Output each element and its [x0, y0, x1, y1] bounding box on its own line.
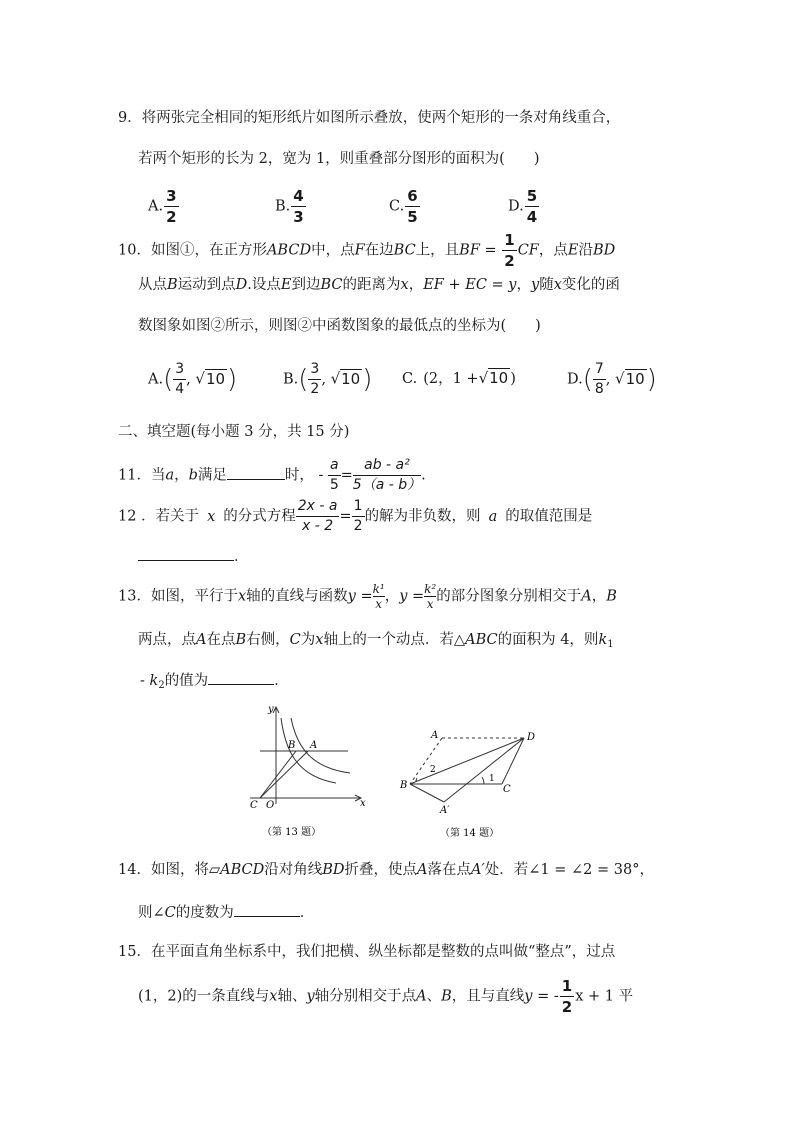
q9-text-1: 将两张完全相同的矩形纸片如图所示叠放，使两个矩形的一条对角线重合，: [141, 110, 621, 126]
numerator: 3: [166, 187, 177, 205]
var: A: [416, 988, 427, 1005]
label-c: C: [503, 784, 511, 795]
paren-close: ): [646, 364, 657, 395]
text: 沿: [578, 242, 593, 259]
text: ，且与直线: [451, 988, 525, 1005]
paren-open: (: [582, 364, 593, 395]
q10-number: 10．: [118, 242, 151, 259]
period: ．: [299, 905, 315, 921]
q12-number: 12: [118, 508, 137, 525]
q10-line1: [118, 230, 615, 271]
sqrt: √10: [195, 369, 226, 388]
numerator: 4: [293, 187, 304, 205]
text: 的解为非负数，则: [364, 508, 481, 525]
var: E: [567, 242, 579, 259]
radicand: 10: [205, 369, 226, 388]
comma: ，: [384, 588, 400, 605]
segment-ca: [260, 751, 308, 798]
var: y: [530, 277, 540, 293]
q12-line2: [138, 546, 249, 567]
text: (1，2)的一条直线与: [138, 988, 270, 1005]
paren-open: (: [163, 364, 174, 395]
numerator: 1: [352, 497, 365, 517]
q13-number: 13．: [118, 588, 151, 605]
paren-close: ): [227, 364, 238, 395]
var: C: [289, 632, 301, 648]
q10-option-d: [567, 360, 657, 399]
curve-k2: [291, 718, 350, 773]
q9-option-a: [148, 186, 180, 227]
option-label: C.: [402, 371, 418, 387]
var: k: [149, 673, 159, 689]
fraction: [560, 976, 574, 1017]
numerator: 3: [173, 360, 186, 380]
denominator: 3: [293, 208, 304, 226]
label-angle-2: 2: [430, 765, 436, 775]
q14-line2: [138, 902, 314, 923]
radicand: 10: [489, 369, 509, 387]
var: x: [553, 277, 562, 293]
segment-cb: [260, 751, 296, 798]
option-text: (2，1 +: [423, 371, 479, 387]
text: 如图①，在正方形: [150, 242, 267, 259]
numerator: ab - a²: [353, 456, 421, 476]
option-fraction: [525, 186, 539, 227]
text: 如图，将▱: [150, 862, 221, 878]
option-fraction: [405, 186, 419, 227]
text: 的距离为: [342, 277, 401, 293]
option-fraction: [291, 186, 305, 227]
fraction: [373, 582, 385, 611]
text: 处．若∠1 = ∠2 = 38°，: [484, 862, 654, 878]
var: BF: [459, 242, 480, 259]
var: A: [581, 588, 592, 605]
text: 满足: [197, 467, 227, 484]
text: 上，且: [415, 242, 460, 259]
var: F: [354, 242, 365, 259]
denominator: 2: [504, 252, 515, 270]
sqrt: √10: [615, 369, 645, 388]
q13-line1: [118, 582, 617, 611]
text: ，: [174, 467, 189, 484]
text: 右侧，: [246, 632, 290, 648]
q10-line2: [138, 275, 620, 295]
option-fraction: [593, 360, 606, 399]
answer-blank[interactable]: [138, 546, 234, 561]
var: E: [280, 277, 292, 293]
comma: ,: [605, 371, 611, 388]
var: y =: [399, 588, 425, 605]
denominator: x: [375, 597, 383, 611]
text: 的取值范围是: [505, 508, 593, 525]
period: ．: [234, 549, 249, 565]
answer-blank[interactable]: [234, 902, 300, 917]
label-c: C: [250, 800, 258, 811]
text: 的分式方程: [223, 508, 296, 525]
figure-14-caption: （第 14 题）: [440, 828, 500, 839]
var: A′: [471, 862, 485, 878]
option-label: D.: [567, 371, 583, 388]
label-d: D: [527, 732, 536, 743]
q13-line2: [138, 630, 614, 655]
text: 为: [300, 632, 316, 648]
var: x: [315, 632, 324, 648]
text: 在点: [206, 632, 236, 648]
text: 当: [150, 467, 166, 484]
text: ，: [516, 277, 531, 293]
figure-13-caption: （第 13 题）: [262, 827, 322, 838]
var: y: [306, 988, 315, 1005]
var: b: [188, 467, 198, 484]
var: x: [207, 508, 216, 525]
comma: ,: [321, 371, 326, 388]
text: ，: [591, 588, 607, 605]
text: 变化的函: [561, 277, 620, 293]
text: x + 1 平: [575, 988, 634, 1005]
text: 如图，平行于: [150, 588, 238, 605]
q10-line3: 数图象如图②所示，则图②中函数图象的最低点的坐标为( ): [138, 318, 541, 334]
text: 从点: [138, 277, 167, 293]
numerator: a: [328, 456, 341, 476]
var: EF + EC = y: [423, 277, 517, 293]
denominator: 2: [310, 381, 320, 397]
equals: =: [484, 242, 497, 259]
var: a: [165, 467, 175, 484]
var: BC: [393, 242, 416, 259]
label-a-prime: A′: [440, 805, 450, 816]
option-label: A.: [148, 198, 164, 215]
numerator: 2x - a: [296, 497, 340, 517]
numerator: 6: [407, 187, 418, 205]
numerator: 7: [593, 360, 606, 380]
text: ，: [408, 277, 424, 293]
numerator: 3: [308, 360, 321, 380]
subscript: 2: [158, 680, 165, 691]
label-x: x: [360, 798, 366, 809]
answer-blank[interactable]: [227, 465, 285, 480]
angle-1-arc: [482, 777, 484, 784]
segment-a-prime-d: [444, 738, 524, 802]
option-fraction: [173, 360, 186, 399]
period: .: [421, 467, 426, 484]
q9-option-d: [508, 186, 540, 227]
option-label: D.: [508, 198, 524, 215]
segment-cd: [502, 738, 524, 784]
q15-number: 15．: [118, 944, 151, 960]
text: 时，: [284, 467, 314, 484]
q10-option-a: [148, 360, 237, 399]
text: 两点，点: [138, 632, 196, 648]
fraction: [502, 230, 516, 271]
option-label: B.: [283, 371, 299, 388]
denominator: 5: [329, 477, 339, 493]
option-text: ): [510, 371, 516, 387]
comma: ,: [186, 371, 191, 388]
numerator: k¹: [372, 582, 385, 596]
var: A: [196, 632, 207, 648]
subscript: 1: [607, 639, 614, 650]
q9-number: 9．: [118, 110, 142, 126]
var: y =: [347, 588, 373, 605]
denominator: x - 2: [302, 518, 334, 534]
denominator: x: [426, 597, 434, 611]
period: ．: [274, 673, 289, 689]
text: 轴上的一个动点．若△: [323, 632, 466, 648]
radicand: 10: [341, 369, 361, 388]
fraction: [352, 497, 365, 536]
denominator: 2: [561, 998, 573, 1016]
label-b: B: [288, 740, 296, 751]
fraction: [424, 582, 436, 611]
denominator: 5: [407, 208, 418, 226]
option-label: C.: [389, 198, 405, 215]
option-fraction: [308, 360, 321, 399]
label-y: y: [268, 704, 274, 715]
var: B: [606, 588, 617, 605]
text: 轴的直线与函数: [246, 588, 348, 605]
paren-open: (: [298, 364, 309, 395]
denominator: 5（a - b）: [352, 477, 422, 493]
label-b: B: [400, 780, 408, 791]
text: 的面积为 4，则: [497, 632, 599, 648]
var: ABCD: [266, 242, 312, 259]
var: y = -: [524, 988, 559, 1005]
var: ABC: [465, 632, 498, 648]
q9-option-c: [389, 186, 421, 227]
segment-ba-prime: [410, 784, 444, 802]
text: 的值为: [164, 673, 209, 689]
text: 沿对角线: [264, 862, 323, 878]
q9-option-b: [275, 186, 307, 227]
paren-close: ): [362, 364, 373, 395]
numerator: k²: [424, 582, 437, 596]
q10-option-b: [283, 360, 372, 399]
var: BD: [592, 242, 616, 259]
var: CF: [517, 242, 539, 259]
figure-14: [396, 726, 546, 846]
q14-number: 14．: [118, 862, 151, 878]
var: a: [488, 508, 498, 525]
var: C: [164, 905, 176, 921]
numerator: 1: [561, 977, 573, 995]
q12-line1: [118, 497, 592, 536]
figure-13: [240, 698, 380, 846]
text: 的部分图象分别相交于: [436, 588, 582, 605]
var: k: [598, 632, 608, 648]
text: 落在点: [427, 862, 471, 878]
equals: =: [339, 508, 352, 525]
var: B: [235, 632, 247, 648]
label-a: A: [431, 730, 439, 741]
q11-number: 11．: [118, 467, 151, 484]
text: 轴、: [277, 988, 307, 1005]
denominator: 2: [166, 208, 177, 226]
text: 随: [539, 277, 554, 293]
label-o: O: [266, 800, 275, 811]
var: B: [441, 988, 452, 1005]
numerator: 1: [504, 231, 515, 249]
text: 运动到点: [177, 277, 236, 293]
radicand: 10: [625, 369, 645, 388]
sqrt: √10: [330, 369, 361, 388]
q15-line2: [138, 976, 633, 1017]
label-a: A: [310, 740, 318, 751]
var: B: [167, 277, 178, 293]
text: 折叠，使点: [344, 862, 418, 878]
q14-line1: [118, 860, 654, 880]
option-label: B.: [275, 198, 291, 215]
minus: -: [318, 467, 324, 484]
text: 在平面直角坐标系中，我们把横、纵坐标都是整数的点叫做“整点”，过点: [150, 944, 616, 960]
label-angle-1: 1: [489, 774, 495, 784]
text: 则∠: [138, 905, 165, 921]
fraction: [353, 456, 421, 495]
text: ，点: [538, 242, 568, 259]
text: 中，点: [311, 242, 355, 259]
q13-line3: [140, 670, 289, 696]
q15-line1: [118, 942, 615, 962]
text: 的度数为: [175, 905, 234, 921]
equals: =: [340, 467, 353, 484]
text: 、: [426, 988, 442, 1005]
q11-line: [118, 456, 426, 495]
option-fraction: [164, 186, 178, 227]
sqrt: √10: [478, 369, 509, 387]
denominator: 4: [526, 208, 538, 226]
var: BD: [322, 862, 345, 878]
text: -: [140, 673, 150, 689]
section-heading: 二、填空题(每小题 3 分，共 15 分): [118, 424, 350, 440]
denominator: 2: [353, 518, 363, 534]
text: 到边: [291, 277, 321, 293]
var: x: [269, 988, 278, 1005]
answer-blank[interactable]: [208, 670, 274, 685]
fraction: [328, 456, 341, 495]
denominator: 8: [594, 381, 604, 397]
fraction: [296, 497, 340, 536]
text: 在边: [364, 242, 394, 259]
var: ABCD: [220, 862, 265, 878]
numerator: 5: [526, 187, 538, 205]
var: D: [235, 277, 248, 293]
var: x: [237, 588, 247, 605]
q9-line2: 若两个矩形的长为 2，宽为 1，则重叠部分图形的面积为( ): [138, 151, 540, 167]
text: ．若关于: [141, 508, 200, 525]
q9-line1: [118, 108, 620, 128]
var: x: [400, 277, 409, 293]
denominator: 4: [175, 381, 185, 397]
text: .设点: [247, 277, 281, 293]
q10-option-c: [402, 368, 516, 389]
diagonal-bd: [410, 738, 524, 784]
option-label: A.: [148, 371, 164, 388]
var: A: [417, 862, 428, 878]
var: BC: [320, 277, 343, 293]
text: 轴分别相交于点: [314, 988, 417, 1005]
